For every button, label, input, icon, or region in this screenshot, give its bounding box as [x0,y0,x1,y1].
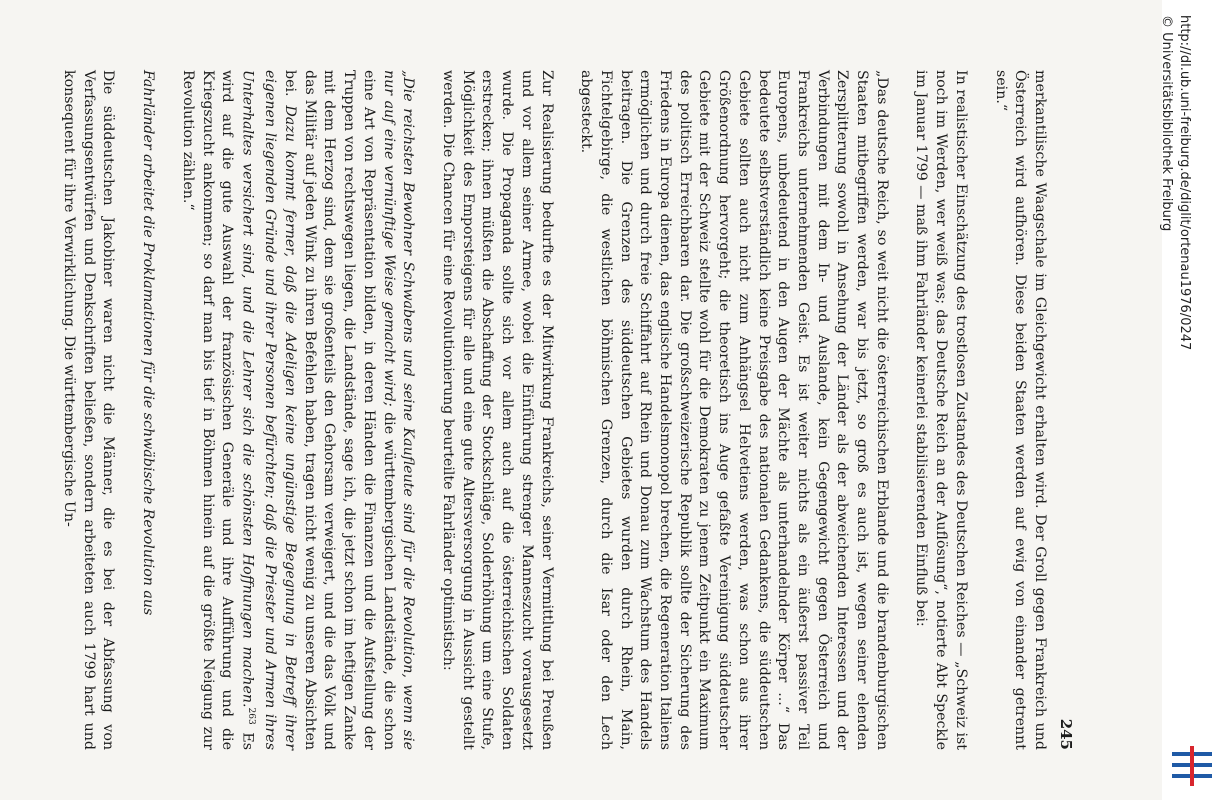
logo-bar-mid-right [1194,763,1212,767]
quote-plain-1: die württembergischen Landstände, die schon eine Art von Repräsentation bilden, in deren Händen die Finanzen und die Aufstellung der Truppen von rechtswegen liegen, die Landstände, sage ich, die jetzt schon im heftigen Zanke mit dem Herzog sind, dem sie großenteils den Gehorsam verweigert, und die das Volk und das Militär auf jeden Wink zu ihren Befehlen haben, tragen nicht wenig zu unseren Absichten bei. [282,70,397,750]
quote-italic-1: „Die reichsten Bewohner Schwabens und seine Kaufleute sind für die Revolution, wenn sie nur auf eine vernünftige Weise gemacht wird; [380,70,417,750]
logo-red-bar [1190,746,1194,786]
page-number: 245 [1057,718,1075,750]
paragraph-1: merkantilische Waagschale im Gleichgewicht erhalten wird. Der Groll gegen Frankreich und Österreich wird aufhören. Diese beiden Staaten werden auf ewig von einander getrennt sein.“ [992,70,1048,750]
source-url-link[interactable]: http://dl.ub.uni-freiburg.de/diglit/ortenau1976/0247 [1177,15,1192,351]
section-heading: Fahrländer arbeitet die Proklamationen für die schwäbische Revolution aus [140,70,157,616]
final-paragraph: Die süddeutschen Jakobiner waren nicht die Männer, die es bei der Abfassung von Verfassungsentwürfen und Denkschriften beließen, sondern arbeiteten auch 1799 hart und konsequent für ihre Verwirklichung. Die württembergische Un- [61,70,117,750]
sidebar-text [1146,15,1204,775]
paragraph-2: In realistischer Einschätzung des trostlosen Zustandes des Deutschen Reiches — „Schweiz ist noch im Werden, wer weiß was; das Deutsche Reich an der Auflösung“, notierte Abt Speckle im Januar 1799 — maß ihm Fahrländer keinerlei stabilisierenden Einfluß bei: [913,70,969,750]
ub-freiburg-logo-icon [1170,746,1214,786]
library-sidebar [1159,0,1220,800]
quote-plain-2: Es wird auf die gute Auswahl der französischen Generäle und ihre Aufführung und die Kriegszucht ankommen; so darf man bis tief in Böhmen hinein auf die größte Neigung zur Revolution zählen.“ [179,70,255,750]
quote-paragraph [177,70,417,750]
paragraph-3: „Das deutsche Reich, so weit nicht die österreichischen Erblande und die brandenburgischen Staaten mitbegriffen werden, war bis jetzt, so groß es auch ist, wegen seiner elenden Zersplitterung sowohl in Ansehung der Länder als der abweichenden Interessen und der Verbindungen mit dem In- und Auslande, kein Gegengewicht gegen Österreich und Frankreichs unternehmenden Geist. Es ist weiter nichts als ein äußerst passiver Teil Europens, unbedeutend in den Augen der Mächte als unterhandelnder Körper ...“ Das bedeutete selbstverständlich keine Preisgabe des nationalen Gedankens, die süddeutschen Gebiete sollten auch nicht zum Anhängsel Helvetiens werden, was schon aus ihrer Größenordnung hervorgeht; die theoretisch ins Auge gefaßte Vereinigung süddeutscher Gebiete mit der Schweiz stellte wohl für die Demokraten zu jenem Zeitpunkt ein Maximum des politisch Erreichbaren dar. Die großschweizerische Republik sollte der Sicherung des Friedens in Europa dienen, das englische Handelsmonopol brechen, die Regeneration Italiens ermöglichen und durch freie Schiffahrt auf Rhein und Donau zum Wachstum des Handels beitragen. Die Grenzen des süddeutschen Gebietes wurden durch Rhein, Main, Fichtelgebirge, die westlichen böhmischen Grenzen, durch die Isar oder den Lech abgesteckt. [578,70,890,750]
copyright-notice: © Universitätsbibliothek Freiburg [1159,15,1174,232]
footnote-marker: 263 [245,707,256,725]
quote-italic-2: Dazu kommt ferner, daß die Adeligen keine ungünstige Begegnung in Betreff ihrer eigenen liegenden Gründe und ihrer Personen befürchten; daß die Priester und Armen ihres Unterhaltes versichert sind, und die Lehrer sich die schönsten Hoffnungen machen. [238,70,299,750]
paragraph-4: Zur Realisierung bedurfte es der Mitwirkung Frankreichs, seiner Vermittlung bei Preußen und vor allem seiner Armee, wobei die Einführung strenger Manneszucht vorausgesetzt wurde. Die Propaganda sollte sich vor allem auch auf die österreichischen Soldaten erstrecken; ihnen müßten die Abschaffung der Stockschläge, Solderhöhung um eine Stufe, Möglichkeit des Emporsteigens für alle und eine gute Altersversorgung in Aussicht gestellt werden. Die Chancen für eine Revolutionierung beurteilte Fahrländer optimistisch: [440,70,555,750]
logo-bar-mid-left [1172,763,1190,767]
page-text-block [61,70,1075,750]
